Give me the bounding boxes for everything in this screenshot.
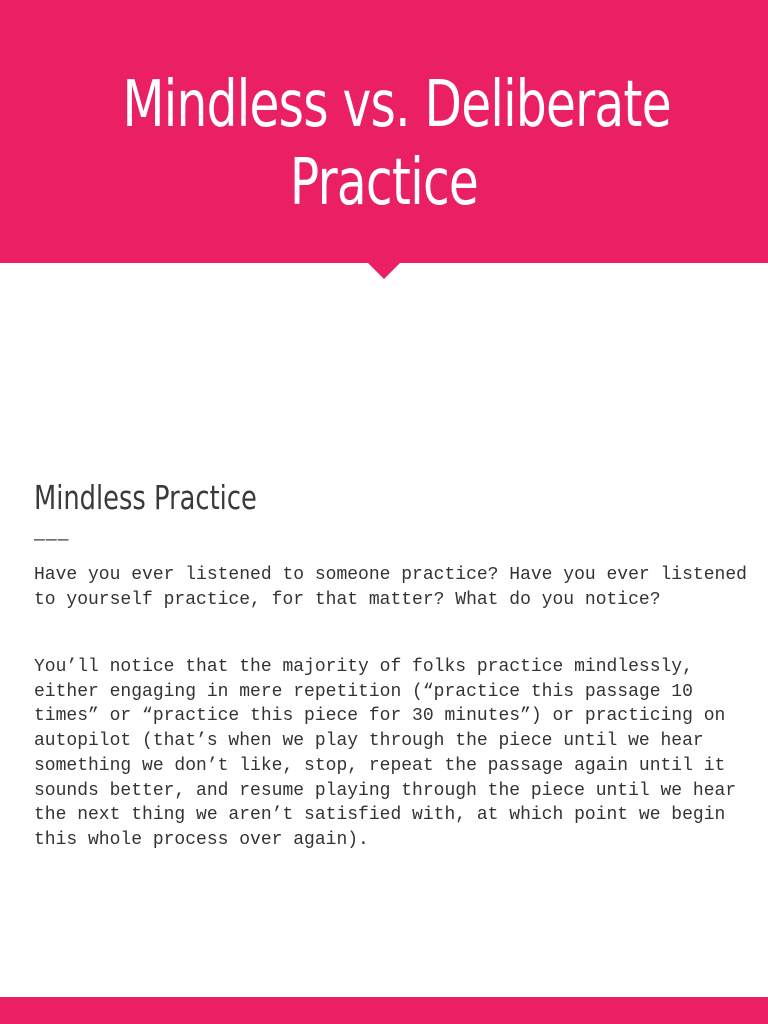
body-paragraph-2: You’ll notice that the majority of folks practice mindlessly, either engaging in mere repetition (“practice this passage 10 times” or “practice this piece for 30 minutes”) or practicing on autopilot (that’s when we play through the piece until we hear something we don’t like, stop, repeat the passage again until it sounds better, and resume playing through the piece until we hear the next thing we aren’t satisfied with, at which point we begin this whole process over again).: [34, 657, 737, 850]
banner-pointer: [368, 263, 400, 279]
page-title-line-1: Mindless vs. Deliberate: [122, 68, 671, 142]
body-paragraph-1: Have you ever listened to someone practice? Have you ever listened to yourself practice, for that matter? What do you notice?: [34, 565, 747, 610]
section-divider: ———: [34, 529, 70, 550]
footer-bar: [0, 997, 768, 1024]
page-title-line-2: Practice: [289, 146, 479, 220]
section-heading: Mindless Practice: [34, 478, 257, 517]
title-banner: [0, 0, 768, 263]
page-title: [122, 66, 671, 222]
